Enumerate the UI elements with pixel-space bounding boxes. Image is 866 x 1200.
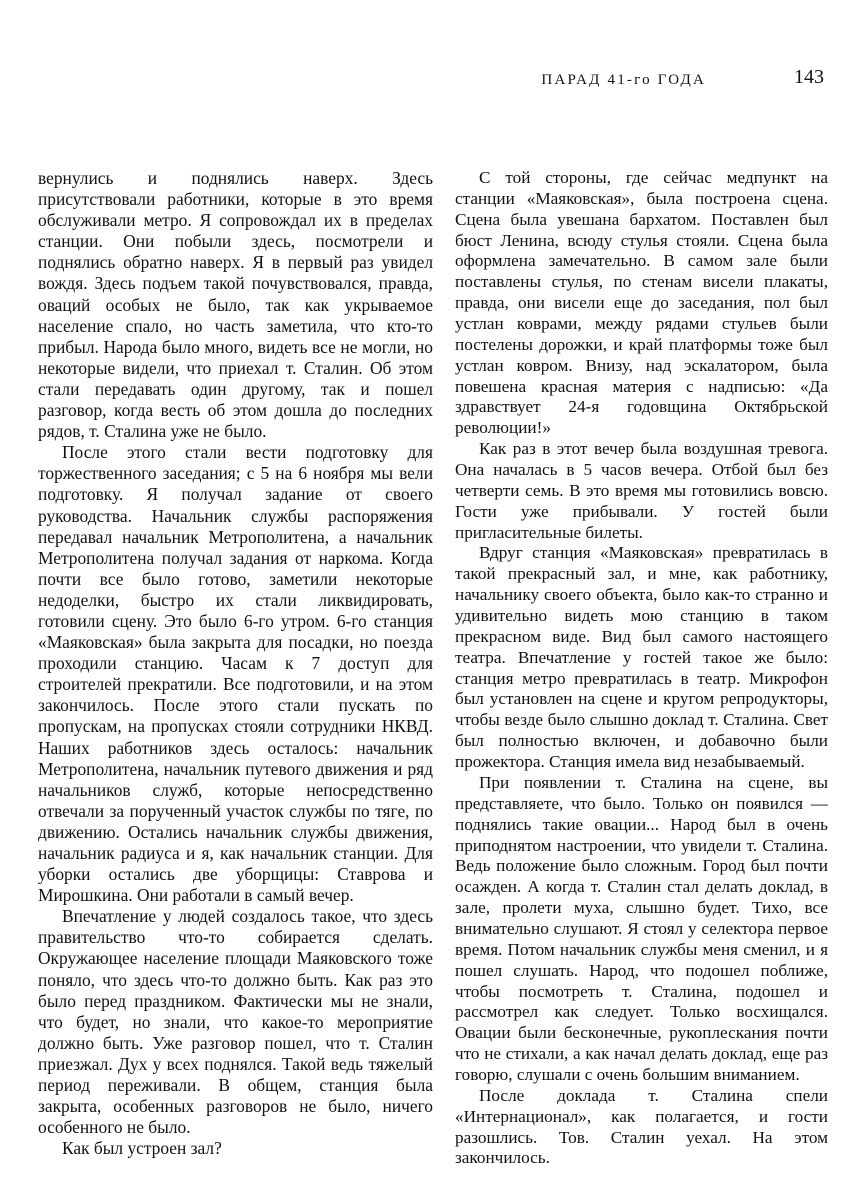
paragraph: Впечатление у людей создалось такое, что здесь правительство что-то собирается сделать. Окружающее население площади Маяковского тоже поняло, что здесь что-то должно быть. Как раз это было перед праздником. Фактически мы не знали, что будет, но знали, что какое-то мероприятие должно быть. Уже разговор пошел, что т. Сталин приезжал. Дух у всех поднялся. Такой ведь тяжелый период переживали. В общем, станция была закрыта, особенных разговоров не было, ничего особенного не было. <box>38 906 433 1138</box>
paragraph: Как раз в этот вечер была воздушная тревога. Она началась в 5 часов вечера. Отбой был без четверти семь. В это время мы готовились вовсю. Гости уже прибывали. У гостей были пригласительные билеты. <box>455 439 828 542</box>
page-number: 143 <box>794 66 824 88</box>
left-text-column <box>38 168 433 1159</box>
right-text-column <box>455 168 828 1169</box>
paragraph: Как был устроен зал? <box>62 1138 222 1159</box>
page-header <box>0 66 866 96</box>
paragraph: С той стороны, где сейчас медпункт на станции «Маяковская», была построена сцена. Сцена была увешана бархатом. Поставлен был бюст Ленина, всюду стулья стояли. Сцена была оформлена замечательно. В самом зале были поставлены стулья, по стенам висели плакаты, правда, они висели еще до заседания, пол был устлан коврами, между рядами стульев были постелены дорожки, и край платформы тоже был устлан ковром. Внизу, над эскалатором, была повешена красная материя с надписью: «Да здравствует 24-я годовщина Октябрьской революции!» <box>455 168 828 438</box>
paragraph: Вдруг станция «Маяковская» превратилась в такой прекрасный зал, и мне, как работнику, начальнику своего объекта, было как-то странно и удивительно видеть мою станцию в таком прекрасном виде. Вид был самого настоящего театра. Впечатление у гостей такое же было: станция метро превратилась в театр. Микрофон был установлен на сцене и кругом репродукторы, чтобы везде было слышно доклад т. Сталина. Свет был полностью включен, и добавочно были прожектора. Станция имела вид незабываемый. <box>455 543 828 772</box>
paragraph: После доклада т. Сталина спели «Интернационал», как полагается, и гости разошлись. Тов. Сталин уехал. На этом закончилось. <box>455 1085 828 1168</box>
running-title: ПАРАД 41-го ГОДА <box>541 72 706 88</box>
paragraph: При появлении т. Сталина на сцене, вы представляете, что было. Только он появился — поднялись такие овации... Народ был в очень приподнятом настроении, что увидели т. Сталина. Ведь положение было сложным. Город был почти осажден. А когда т. Сталин стал делать доклад, в зале, пролети муха, слышно будет. Тихо, все внимательно слушают. Я стоял у селектора первое время. Потом начальник службы меня сменил, и я пошел слушать. Народ, что подошел поближе, чтобы посмотреть т. Сталина, подошел и рассмотрел как следует. Только восхищался. Овации были бесконечные, рукоплескания почти что не стихали, а как начал делать доклад, еще раз говорю, слушали с очень большим вниманием. <box>455 772 828 1084</box>
paragraph: После этого стали вести подготовку для торжественного заседания; с 5 на 6 ноября мы вели подготовку. Я получал задание от своего руководства. Начальник службы распоряжения передавал начальник Метрополитена, а начальник Метрополитена получал задания от наркома. Когда почти все было готово, заметили некоторые недоделки, быстро их стали ликвидировать, готовили сцену. Это было 6-го утром. 6-го станция «Маяковская» была закрыта для посадки, но поезда проходили станцию. Часам к 7 доступ для строителей прекратили. Все подготовили, и на этом закончилось. После этого стали пускать по пропускам, на пропусках стояли сотрудники НКВД. Наших работников здесь осталось: начальник Метрополитена, начальник путевого движения и ряд начальников служб, которые непосредственно отвечали за порученный участок службы по тяге, по движению. Остались начальник службы движения, начальник радиуса и я, как начальник станции. Для уборки остались две уборщицы: Ставрова и Мирошкина. Они работали в самый вечер. <box>38 442 433 906</box>
paragraph: вернулись и поднялись наверх. Здесь присутствовали работники, которые в это время обслуживали метро. Я сопровождал их в пределах станции. Они побыли здесь, посмотрели и поднялись обратно наверх. Я в первый раз увидел вождя. Здесь подъем такой почувствовался, правда, оваций особых не было, так как укрываемое население спало, но часть заметила, что кто-то прибыл. Народа было много, видеть все не могли, но некоторые видели, что приехал т. Сталин. Об этом стали передавать один другому, так и пошел разговор, когда весть об этом дошла до последних рядов, т. Сталина уже не было. <box>38 168 433 442</box>
